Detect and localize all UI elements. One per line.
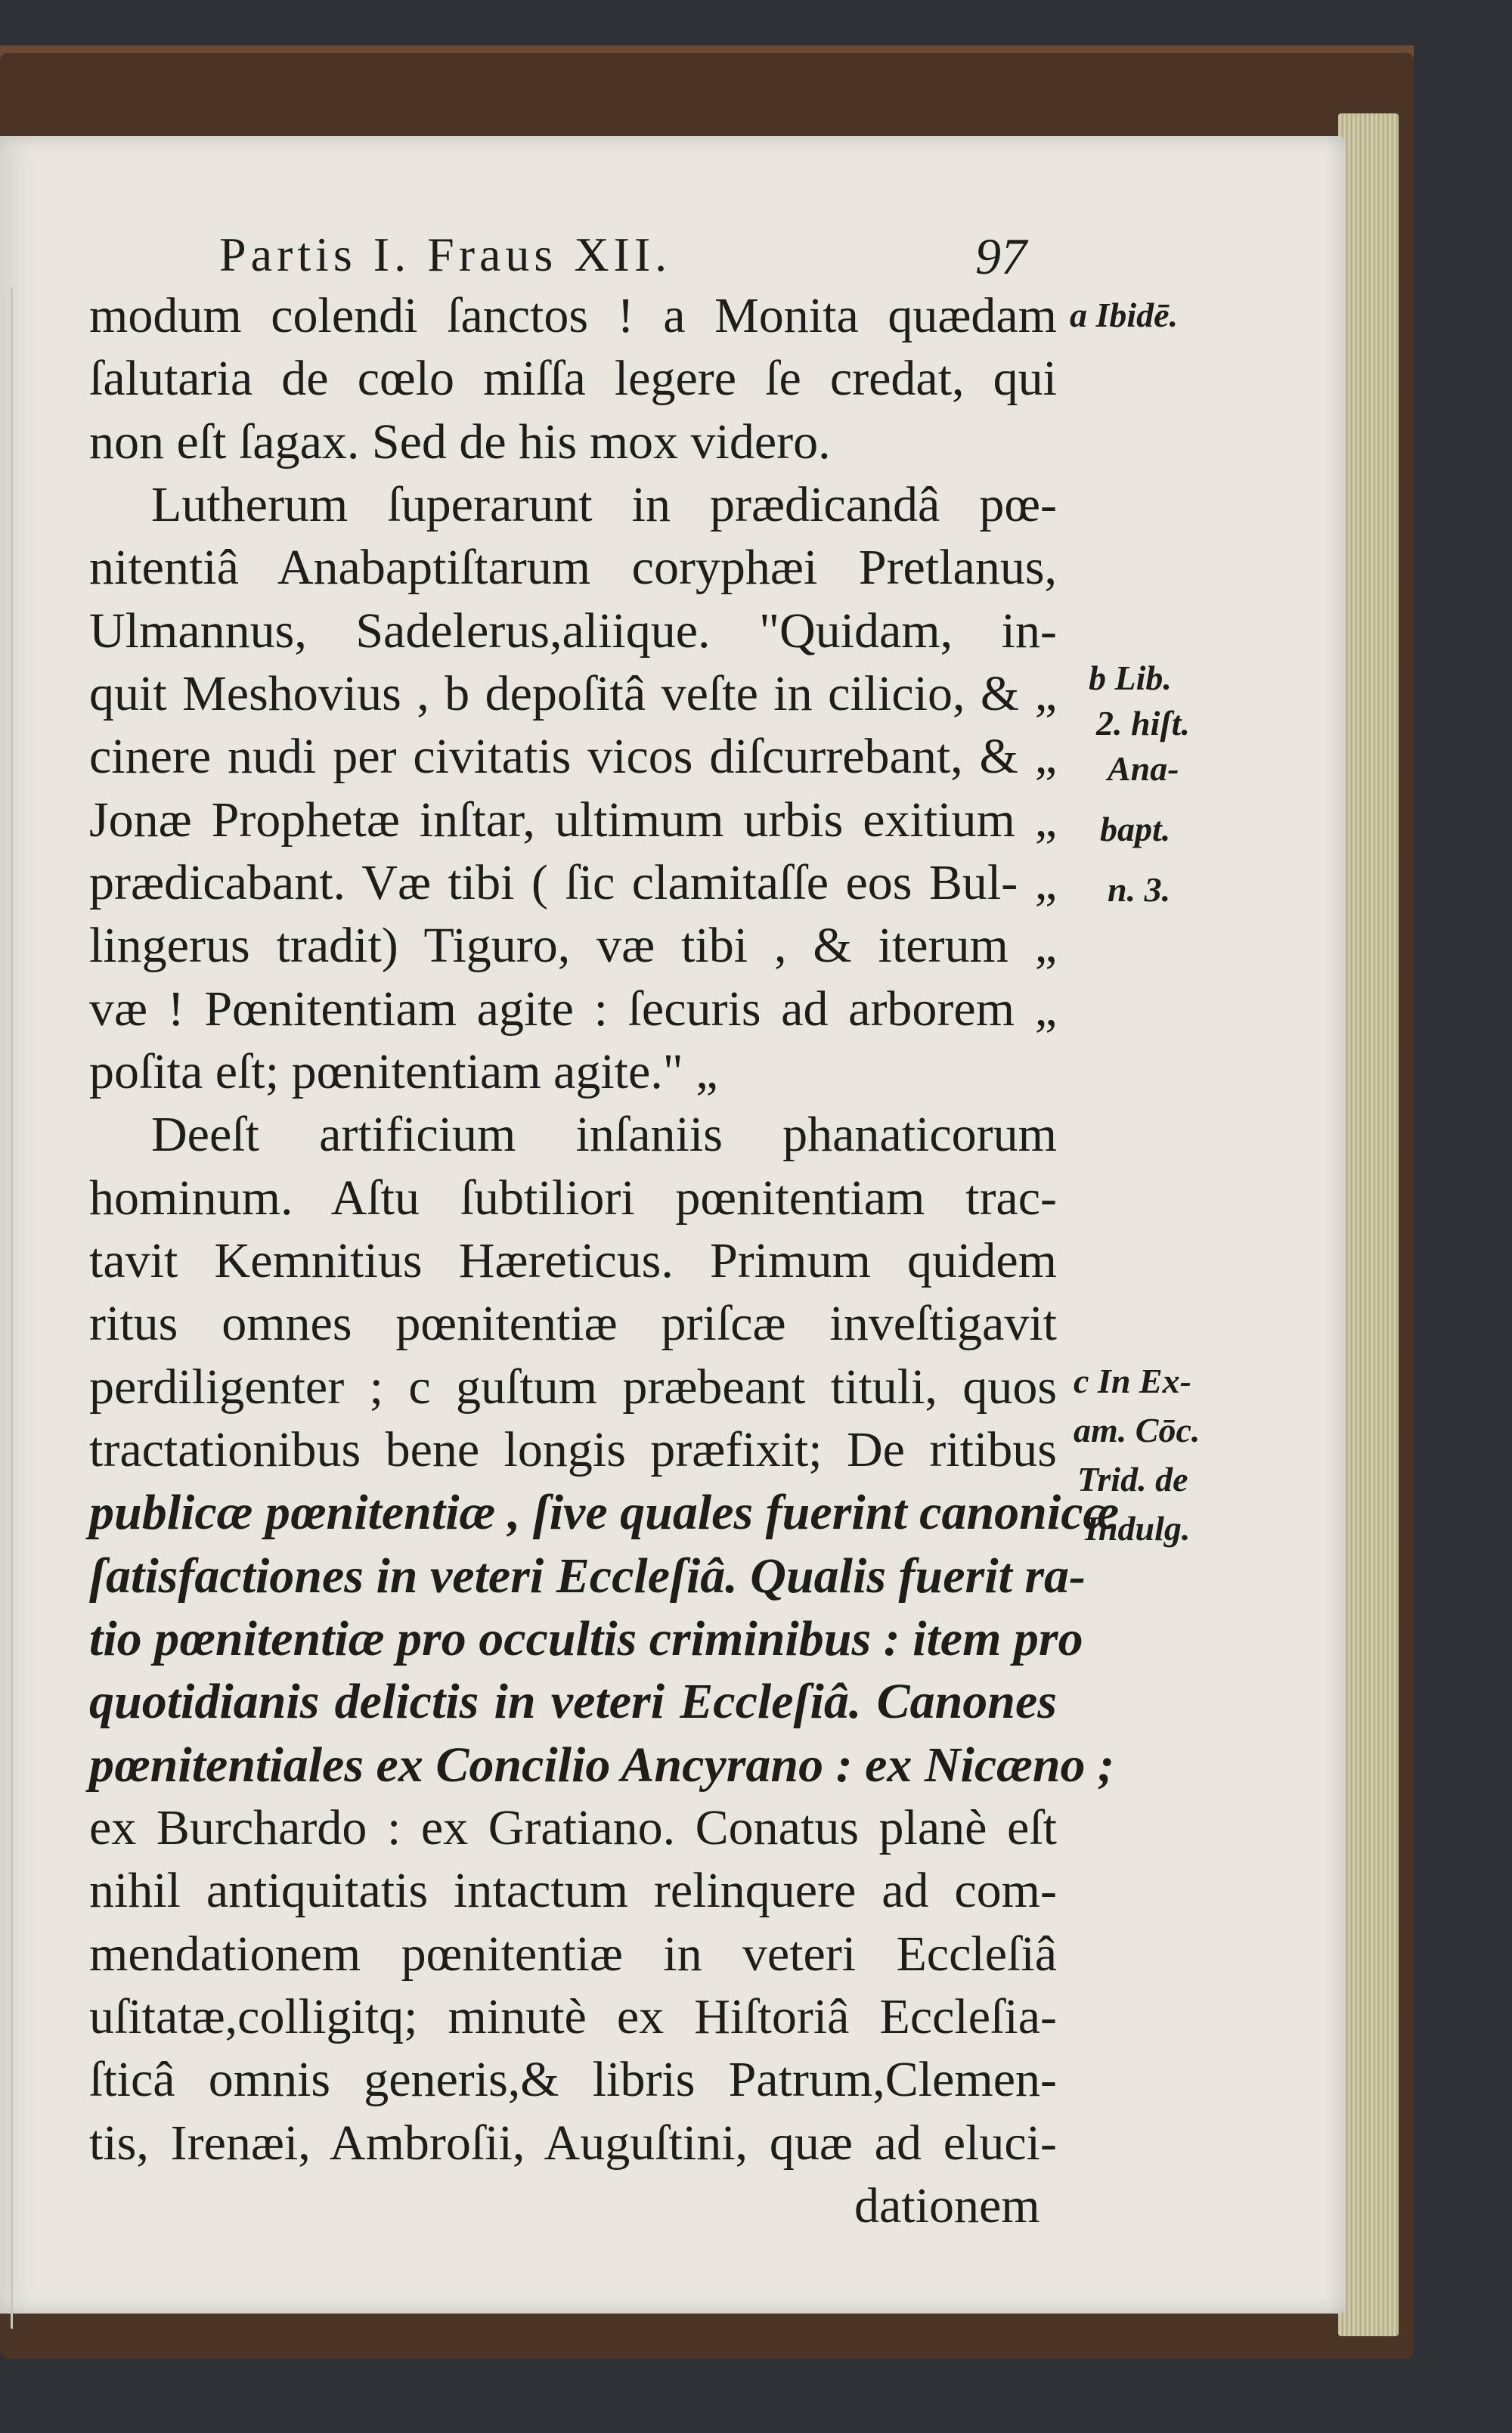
margin-note: a Ibidē. (1070, 296, 1179, 334)
text-line: tractationibus bene longis præfixit; De ritibus (89, 1422, 1057, 1477)
margin-note: c In Ex- (1074, 1362, 1191, 1400)
text-line: nitentiâ Anabaptiſtarum coryphæi Pretlanus, (89, 540, 1057, 595)
page-edges (1338, 113, 1399, 2336)
margin-note: am. Cōc. (1074, 1411, 1201, 1449)
margin-note: Indulg. (1085, 1509, 1191, 1548)
text-line: tio pœnitentiæ pro occultis criminibus : item pro (89, 1611, 1083, 1666)
text-line: quit Meshovius , b depoſitâ veſte in cilicio, & „ (89, 666, 1057, 721)
text-line: ſalutaria de cœlo miſſa legere ſe credat, qui (89, 351, 1057, 406)
margin-note: bapt. (1100, 810, 1171, 848)
text-line: ritus omnes pœnitentiæ priſcæ inveſtigavit (89, 1296, 1057, 1351)
text-line: publicæ pœnitentiæ , ſive quales fuerint canonicæ (89, 1485, 1120, 1540)
margin-note: n. 3. (1108, 870, 1171, 909)
text-line: modum colendi ſanctos ! a Monita quædam (89, 288, 1057, 343)
text-line: Lutherum ſuperarunt in prædicandâ pœ- (151, 477, 1057, 532)
text-line: hominum. Aſtu ſubtiliori pœnitentiam trac- (89, 1170, 1057, 1226)
margin-note: Ana- (1108, 749, 1179, 788)
text-line: poſita eſt; pœnitentiam agite." „ (89, 1044, 718, 1099)
text-line: tavit Kemnitius Hæreticus. Primum quidem (89, 1233, 1057, 1288)
gutter-line (11, 287, 13, 2329)
text-line: Deeſt artificium inſaniis phanaticorum (151, 1107, 1057, 1162)
text-line: nihil antiquitatis intactum relinquere ad com- (89, 1863, 1057, 1918)
text-line: ex Burchardo : ex Gratiano. Conatus planè eſt (89, 1800, 1057, 1855)
text-line: mendationem pœnitentiæ in veteri Eccleſiâ (89, 1926, 1057, 1982)
text-line: ſatisfactiones in veteri Eccleſiâ. Qualis fuerit ra- (89, 1548, 1086, 1604)
margin-note: Trid. de (1077, 1460, 1188, 1499)
text-line: uſitatæ,colligitq; minutè ex Hiſtoriâ Eccleſia- (89, 1989, 1057, 2044)
text-line: Jonæ Prophetæ inſtar, ultimum urbis exitium „ (89, 792, 1057, 848)
page-number: 97 (975, 228, 1027, 285)
text-line: Ulmannus, Sadelerus,aliique. "Quidam, in- (89, 603, 1057, 659)
text-line: cinere nudi per civitatis vicos diſcurrebant, & „ (89, 729, 1057, 784)
text-line: væ ! Pœnitentiam agite : ſecuris ad arborem „ (89, 981, 1057, 1037)
text-line: prædicabant. Væ tibi ( ſic clamitaſſe eos Bul- „ (89, 855, 1057, 910)
text-line: non eſt ſagax. Sed de his mox videro. (89, 414, 831, 470)
text-line: lingerus tradit) Tiguro, væ tibi , & iterum „ (89, 918, 1057, 973)
margin-note: 2. hiſt. (1096, 704, 1190, 742)
text-line: tis, Irenæi, Ambroſii, Auguſtini, quæ ad eluci- (89, 2115, 1057, 2171)
text-line: ſticâ omnis generis,& libris Patrum,Clemen- (89, 2052, 1057, 2107)
text-line: pœnitentiales ex Concilio Ancyrano : ex Nicæno ; (89, 1737, 1115, 1793)
text-line: quotidianis delictis in veteri Eccleſiâ. Canones (89, 1674, 1057, 1729)
catchword: dationem (854, 2178, 1040, 2233)
margin-note: b Lib. (1089, 659, 1172, 697)
running-title: Partis I. Fraus XII. (219, 228, 672, 281)
text-line: perdiligenter ; c guſtum præbeant tituli, quos (89, 1359, 1057, 1415)
